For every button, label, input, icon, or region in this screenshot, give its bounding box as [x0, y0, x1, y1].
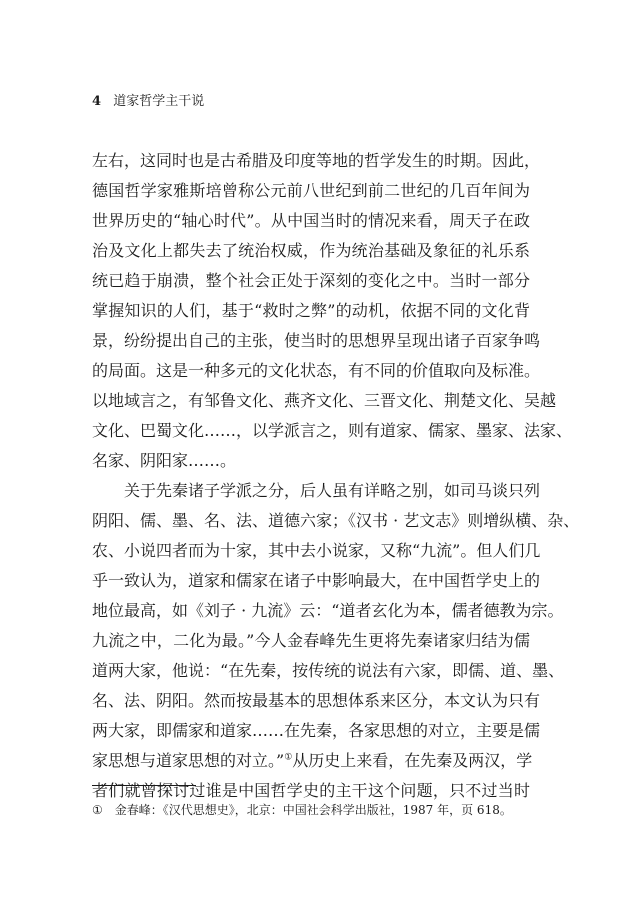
body-text [92, 146, 580, 806]
text-line: 九流之中，二化为最。”今人金春峰先生更将先秦诸家归结为儒 [92, 631, 530, 650]
text-line: 名家、阴阳家……。 [92, 451, 237, 470]
text-line: 治及文化上都失去了统治权威，作为统治基础及象征的礼乐系 [92, 241, 530, 260]
text-line: 道两大家，他说：“在先秦，按传统的说法有六家，即儒、道、墨、 [92, 661, 565, 680]
text-line: 阴阳、儒、墨、名、法、道德六家；《汉书 · 艺文志》则增纵横、杂、 [92, 511, 580, 530]
text-line: 名、法、阴阳。然而按最基本的思想体系来区分，本文认为只有 [92, 691, 541, 710]
text-line: 德国哲学家雅斯培曾称公元前八世纪到前二世纪的几百年间为 [92, 181, 530, 200]
text-line: 左右，这同时也是古希腊及印度等地的哲学发生的时期。因此， [92, 151, 541, 170]
footnote [92, 802, 512, 818]
footnote-reference[interactable]: ① [284, 752, 293, 763]
footnote-text: 金春峰：《汉代思想史》，北京：中国社会科学出版社，1987 年，页 618。 [114, 803, 512, 817]
text-segment: 家思想与道家思想的对立。” [92, 751, 285, 770]
text-line: 两大家，即儒家和道家……在先秦，各家思想的对立，主要是儒 [92, 721, 541, 740]
text-line: 乎一致认为，道家和儒家在诸子中影响最大，在中国哲学史上的 [92, 571, 541, 590]
text-line: 以地域言之，有邹鲁文化、燕齐文化、三晋文化、荆楚文化、吴越 [92, 391, 557, 410]
text-line: 世界历史的“轴心时代”。从中国当时的情况来看，周天子在政 [92, 211, 530, 230]
text-line: 的局面。这是一种多元的文化状态，有不同的价值取向及标准。 [92, 361, 541, 380]
text-line: 掌握知识的人们，基于“救时之弊”的动机，依据不同的文化背 [92, 301, 530, 320]
footnote-mark: ① [92, 803, 103, 817]
text-line: 农、小说四者而为十家，其中去小说家，又称“九流”。但人们几 [92, 541, 541, 560]
text-segment: 从历史上来看，在先秦及两汉，学 [292, 751, 533, 770]
text-line: 文化、巴蜀文化……，以学派言之，则有道家、儒家、墨家、法家、 [92, 421, 573, 440]
running-title: 道家哲学主干说 [113, 94, 205, 109]
text-line: 地位最高，如《刘子 · 九流》云：“道者玄化为本，儒者德教为宗。 [92, 601, 564, 620]
footnote-divider [92, 785, 196, 786]
running-header [92, 94, 204, 110]
page-number: 4 [92, 94, 102, 109]
text-line: 关于先秦诸子学派之分，后人虽有详略之别，如司马谈只列 [124, 481, 541, 500]
text-line: 统已趋于崩溃，整个社会正处于深刻的变化之中。当时一部分 [92, 271, 530, 290]
text-line-with-footnote-ref [92, 746, 533, 776]
text-line: 景，纷纷提出自己的主张，使当时的思想界呈现出诸子百家争鸣 [92, 331, 541, 350]
text-line: 者们就曾探讨过谁是中国哲学史的主干这个问题，只不过当时 [92, 781, 530, 800]
